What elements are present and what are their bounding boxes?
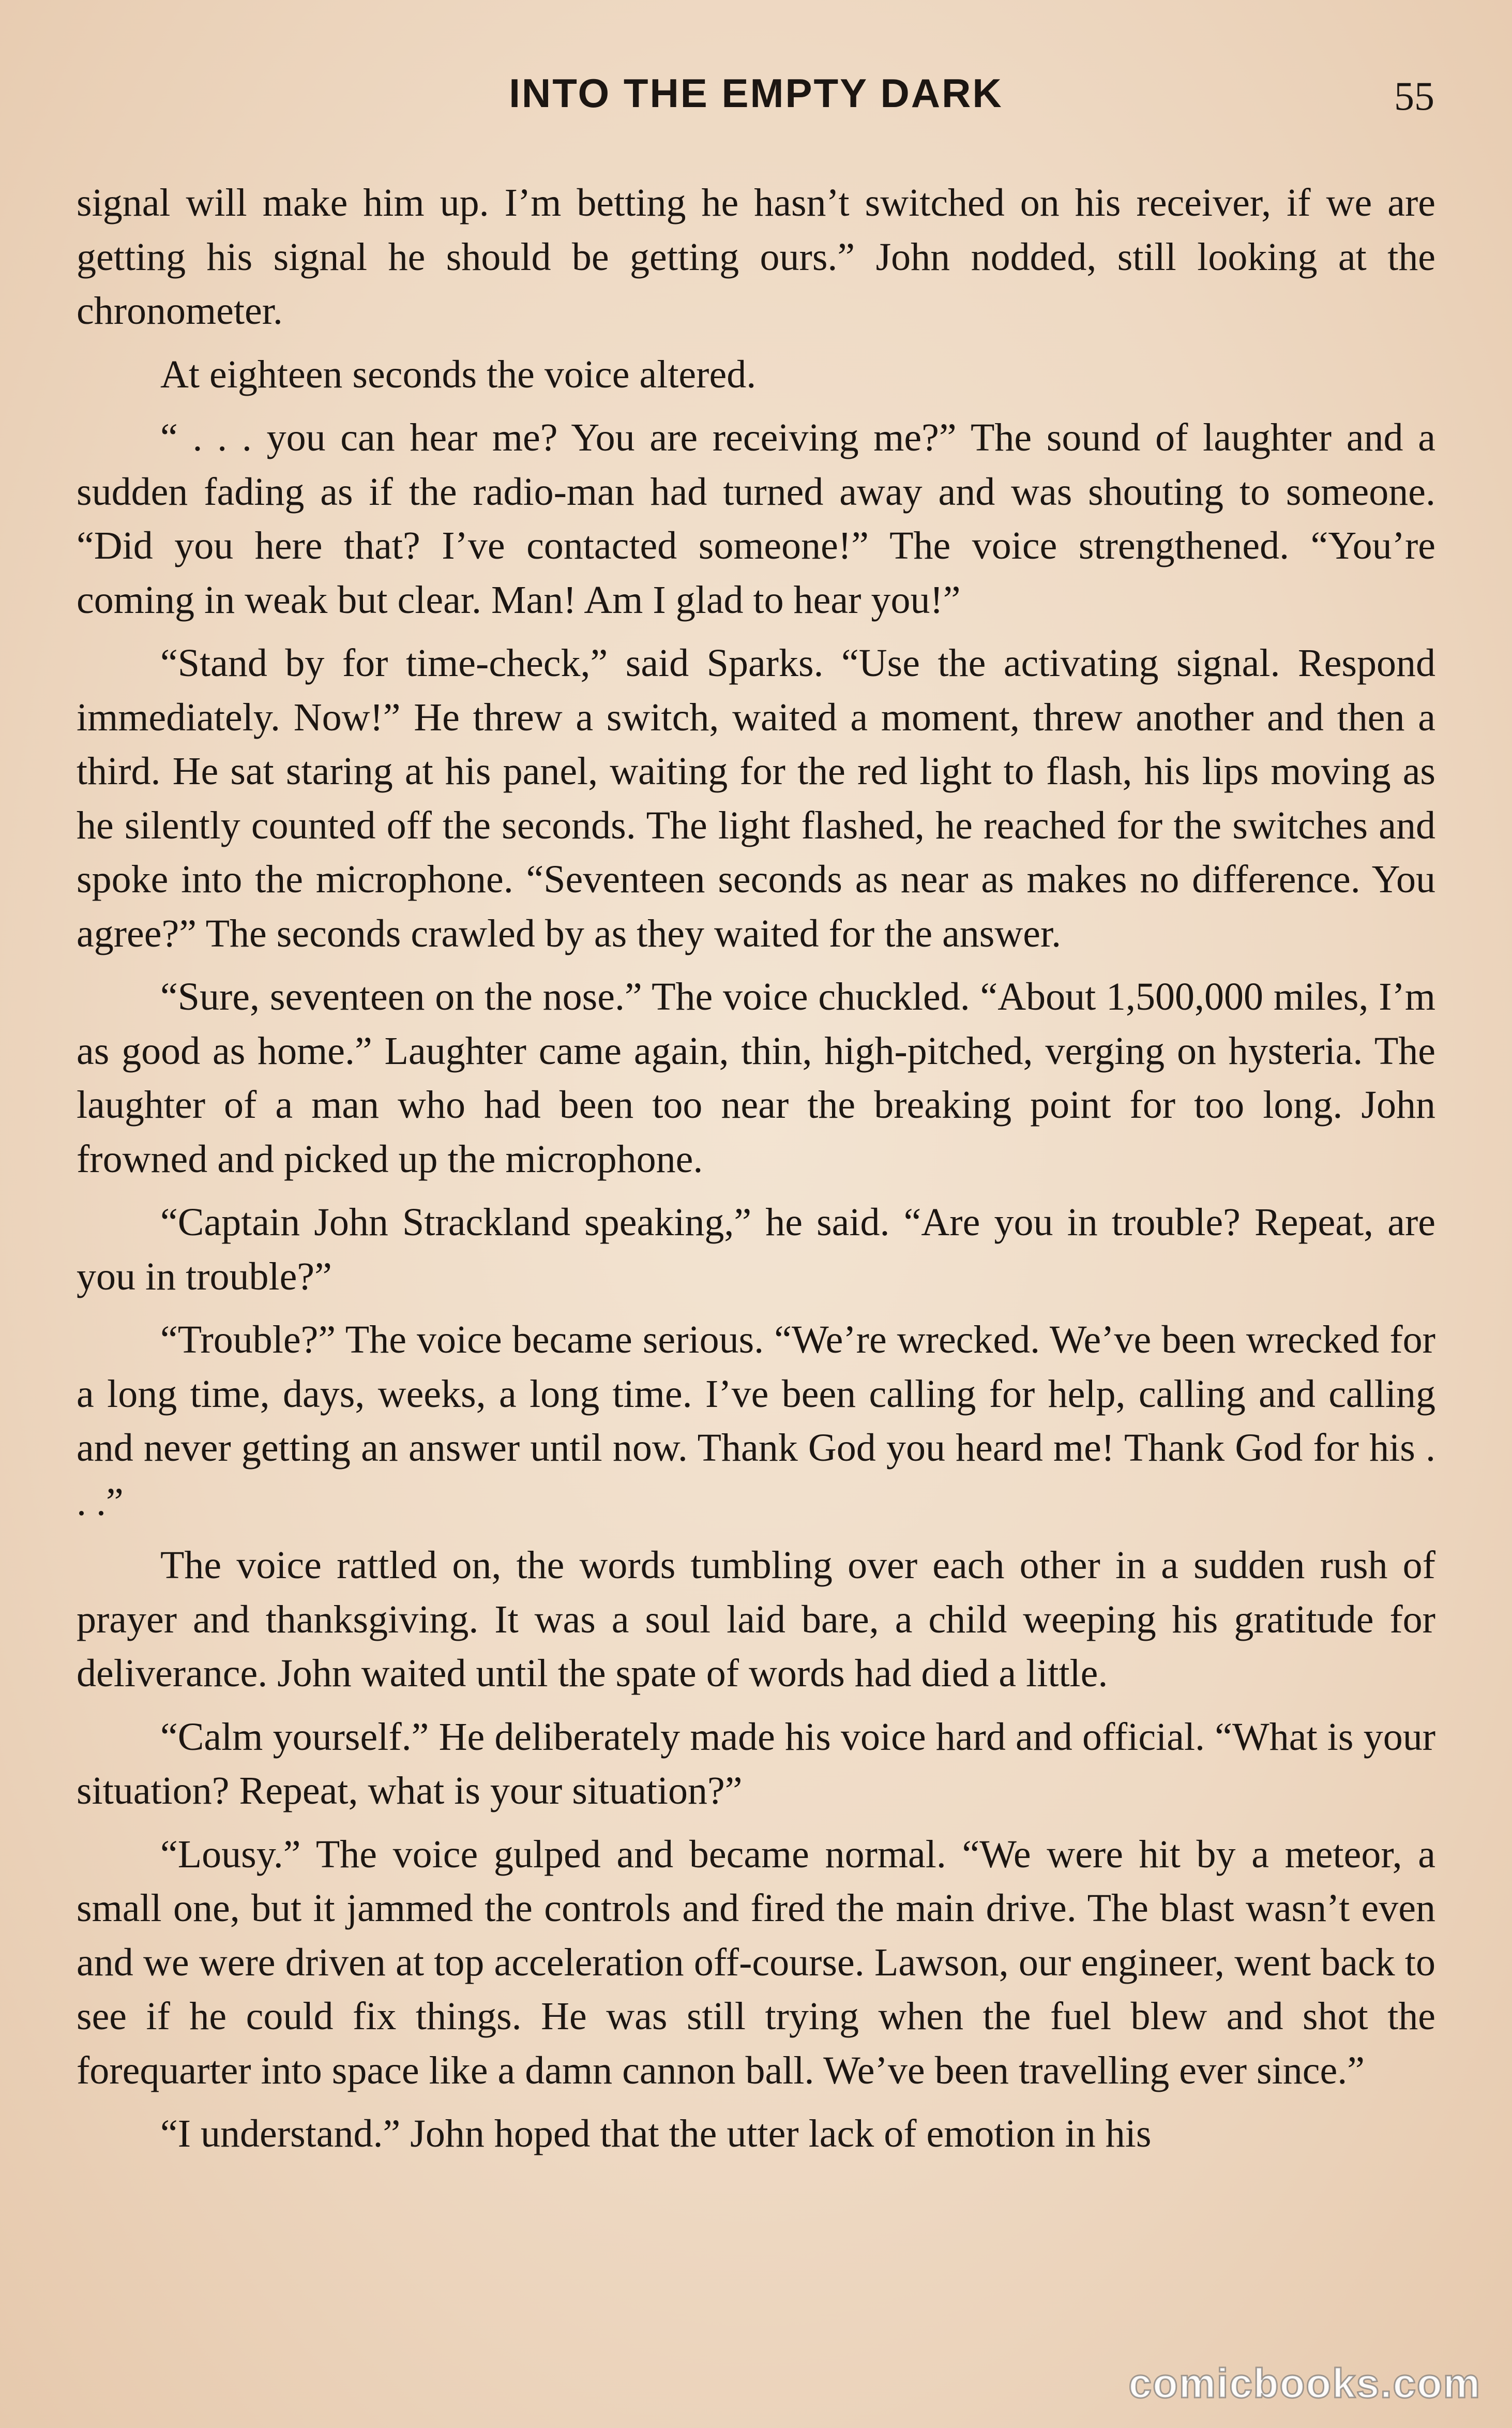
paragraph: “Stand by for time-check,” said Sparks. “Use the activating signal. Respond immediately. Now!” He threw a switch, waited a moment, threw another and then a third. He sat staring at his panel, waiting for the red light to flash, his lips moving as he silently counted off the seconds. The light flashed, he reached for the switches and spoke into the microphone. “Seventeen seconds as near as makes no difference. You agree?” The seconds crawled by as they waited for the answer. (77, 641, 1435, 955)
paragraph: signal will make him up. I’m betting he hasn’t switched on his receiver, if we are getting his signal he should be getting ours.” John nodded, still looking at the chronometer. (77, 181, 1435, 333)
paragraph: “Lousy.” The voice gulped and became normal. “We were hit by a meteor, a small one, but it jammed the controls and fired the main drive. The blast wasn’t even and we were driven at top acceleration off-course. Lawson, our engineer, went back to see if he could fix things. He was still trying when the fuel blew and shot the forequarter into space like a damn cannon ball. We’ve been travelling ever since.” (77, 1832, 1435, 2092)
page-number: 55 (1394, 73, 1434, 118)
running-header (78, 70, 1434, 127)
watermark: comicbooks.com (1128, 2360, 1481, 2406)
running-title: INTO THE EMPTY DARK (509, 70, 1003, 116)
paragraph: “Captain John Strackland speaking,” he said. “Are you in trouble? Repeat, are you in trouble?” (77, 1201, 1435, 1298)
paragraph: “ . . . you can hear me? You are receiving me?” The sound of laughter and a sudden fading as if the radio-man had turned away and was shouting to someone. “Did you here that? I’ve contacted someone!” The voice strengthened. “You’re coming in weak but clear. Man! Am I glad to hear you!” (77, 416, 1435, 622)
paragraph: “I understand.” John hoped that the utter lack of emotion in his (160, 2112, 1152, 2155)
paragraph: At eighteen seconds the voice altered. (160, 352, 757, 396)
paragraph: “Sure, seventeen on the nose.” The voice chuckled. “About 1,500,000 miles, I’m as good as home.” Laughter came again, thin, high-pitched, verging on hysteria. The laughter of a man who had been too near the breaking point for too long. John frowned and picked up the microphone. (77, 975, 1435, 1181)
paragraph: “Trouble?” The voice became serious. “We’re wrecked. We’ve been wrecked for a long time, days, weeks, a long time. I’ve been calling for help, calling and calling and never getting an answer until now. Thank God you heard me! Thank God for his . . .” (77, 1318, 1435, 1524)
body-text (77, 176, 1435, 2170)
paragraph: The voice rattled on, the words tumbling over each other in a sudden rush of prayer and thanksgiving. It was a soul laid bare, a child weeping his gratitude for deliverance. John waited until the spate of words had died a little. (77, 1543, 1435, 1695)
paragraph: “Calm yourself.” He deliberately made his voice hard and official. “What is your situation? Repeat, what is your situation?” (77, 1715, 1435, 1812)
